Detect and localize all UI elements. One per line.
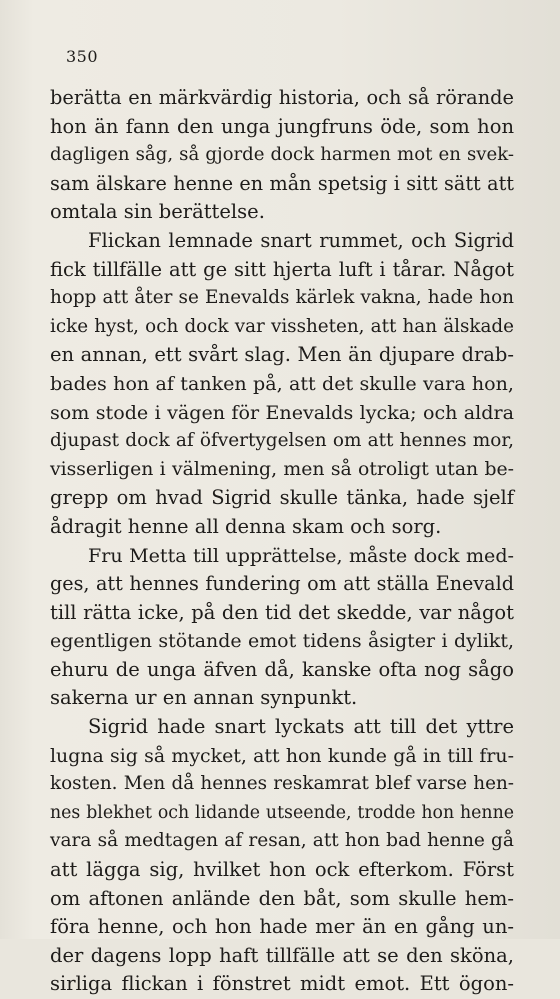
text-line: lugna sig så mycket, att hon kunde gå in till fru- xyxy=(50,744,514,767)
text-line: Fru Metta till upprättelse, måste dock med- xyxy=(88,544,514,567)
text-line: sam älskare henne en mån spetsig i sitt sätt att xyxy=(50,171,514,195)
text-line: hopp att åter se Enevalds kärlek vakna, hade hon xyxy=(50,287,514,309)
text-line: djupast dock af öfvertygelsen om att hennes mor, xyxy=(50,430,514,452)
text-line: fick tillfälle att ge sitt hjerta luft i tårar. Något xyxy=(50,257,514,281)
text-line: egentligen stötande emot tidens åsigter i dylikt, xyxy=(50,630,514,653)
text-line: grepp om hvad Sigrid skulle tänka, hade sjelf xyxy=(50,486,514,510)
text-line: Flickan lemnade snart rummet, och Sigrid xyxy=(88,228,514,252)
text-line: der dagens lopp haft tillfälle att se den sköna, xyxy=(50,943,514,967)
text-line: ges, att hennes fundering om att ställa Enevald xyxy=(50,572,514,596)
text-line: icke hyst, och dock var vissheten, att han älskade xyxy=(50,315,514,337)
text-line: omtala sin berättelse. xyxy=(50,200,265,224)
text-line: visserligen i välmening, men så otroligt utan be- xyxy=(50,458,514,480)
body-text xyxy=(50,84,514,999)
text-line: bades hon af tanken på, att det skulle vara hon, xyxy=(50,372,514,395)
text-line: berätta en märkvärdig historia, och så rörande xyxy=(50,86,514,109)
text-line: ehuru de unga äfven då, kanske ofta nog sågo xyxy=(50,657,514,681)
text-line: att lägga sig, hvilket hon ock efterkom. Först xyxy=(50,858,514,882)
text-line: hon än fann den unga jungfruns öde, som hon xyxy=(50,114,514,138)
text-line: ådragit henne all denna skam och sorg. xyxy=(50,514,442,538)
text-line: föra henne, och hon hade mer än en gång un- xyxy=(50,915,514,939)
text-line: sakerna ur en annan synpunkt. xyxy=(50,686,358,710)
page-number: 350 xyxy=(66,47,99,66)
text-line: kosten. Men då hennes reskamrat blef varse hen- xyxy=(50,773,514,795)
text-line: som stode i vägen för Enevalds lycka; och aldra xyxy=(50,400,514,424)
text-line: Sigrid hade snart lyckats att till det yttre xyxy=(88,715,514,739)
text-line: sirliga flickan i fönstret midt emot. Ett ögon- xyxy=(50,972,514,996)
text-line: dagligen såg, så gjorde dock harmen mot en svek- xyxy=(50,144,514,166)
text-line: nes blekhet och lidande utseende, trodde hon henne xyxy=(50,802,514,823)
text-line: till rätta icke, på den tid det skedde, var något xyxy=(50,600,514,624)
text-line: en annan, ett svårt slag. Men än djupare drab- xyxy=(50,343,514,367)
text-line: om aftonen anlände den båt, som skulle hem- xyxy=(50,886,514,910)
text-line: vara så medtagen af resan, att hon bad henne gå xyxy=(50,830,514,852)
